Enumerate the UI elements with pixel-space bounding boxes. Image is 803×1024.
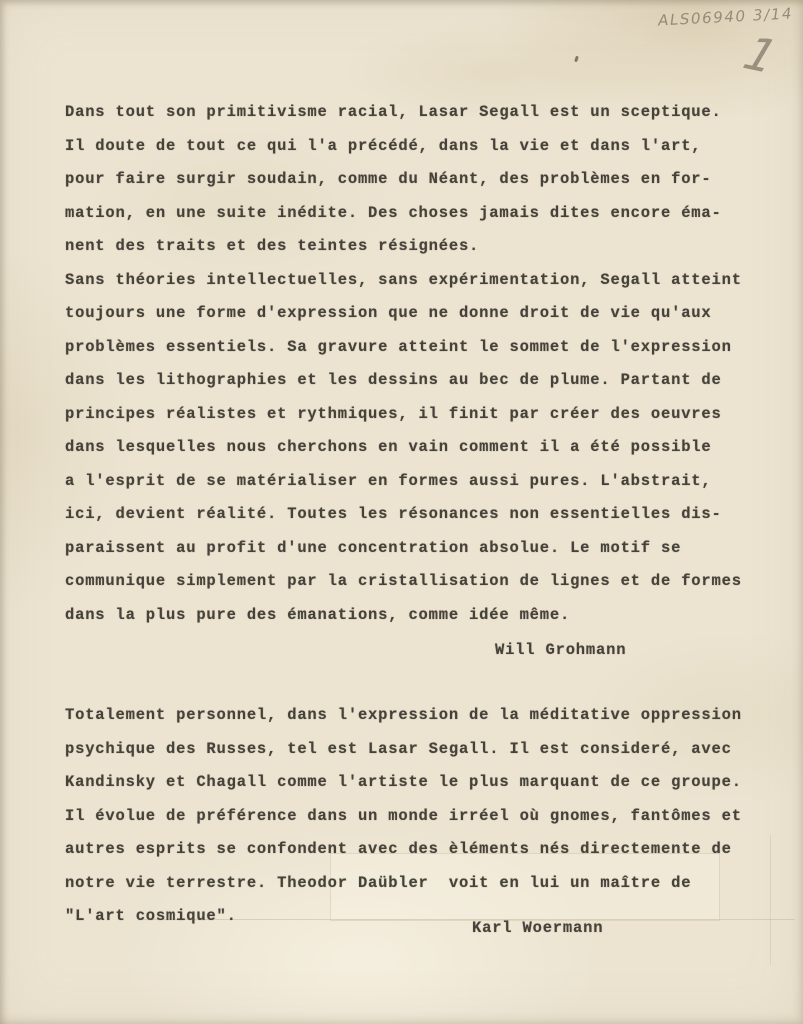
- text-line: toujours une forme d'expression que ne donne droit de vie qu'aux: [65, 304, 712, 322]
- text-line: communique simplement par la cristallisation de lignes et de formes: [65, 572, 742, 590]
- text-line: dans les lithographies et les dessins au bec de plume. Partant de: [65, 371, 722, 389]
- text-line: Dans tout son primitivisme racial, Lasar Segall est un sceptique.: [65, 103, 722, 121]
- text-line: Sans théories intellectuelles, sans expérimentation, Segall atteint: [65, 270, 742, 289]
- text-line: ici, devient réalité. Toutes les résonances non essentielles dis-: [65, 505, 722, 523]
- text-line: a l'esprit de se matérialiser en formes aussi pures. L'abstrait,: [65, 471, 712, 490]
- text-line: dans lesquelles nous cherchons en vain comment il a été possible: [65, 438, 712, 456]
- text-line: principes réalistes et rythmiques, il finit par créer des oeuvres: [65, 404, 722, 423]
- text-line: psychique des Russes, tel est Lasar Segall. Il est consideré, avec: [65, 739, 732, 758]
- text-line: mation, en une suite inédite. Des choses jamais dites encore éma-: [65, 203, 722, 222]
- text-line: Il doute de tout ce qui l'a précédé, dans la vie et dans l'art,: [65, 136, 702, 155]
- text-line: paraissent au profit d'une concentration absolue. Le motif se: [65, 538, 682, 557]
- page-number-annotation: 1: [736, 26, 785, 84]
- text-line: pour faire surgir soudain, comme du Néant, des problèmes en for-: [65, 170, 712, 188]
- text-line: notre vie terrestre. Theodor Daübler voit en lui un maître de: [65, 873, 692, 892]
- paragraph-block-1: [65, 96, 742, 632]
- archive-code-annotation: ALS06940 3/14: [657, 4, 794, 30]
- ink-speck: [574, 56, 579, 63]
- text-line: nent des traits et des teintes résignées.: [65, 237, 480, 255]
- text-line: autres esprits se confondent avec des èléments nés directemente de: [65, 840, 732, 858]
- text-line: Totalement personnel, dans l'expression de la méditative oppression: [65, 706, 742, 724]
- text-line: problèmes essentiels. Sa gravure atteint le sommet de l'expression: [65, 337, 732, 356]
- text-line: Il évolue de préférence dans un monde irréel où gnomes, fantômes et: [65, 806, 742, 825]
- paper-crease-vertical: [770, 835, 771, 965]
- signature-karl-woermann: Karl Woermann: [472, 919, 604, 937]
- text-line: Kandinsky et Chagall comme l'artiste le plus marquant de ce groupe.: [65, 773, 742, 791]
- signature-will-grohmann: Will Grohmann: [495, 641, 627, 659]
- text-line: "L'art cosmique".: [65, 907, 237, 925]
- paragraph-block-2: [65, 699, 742, 934]
- text-line: dans la plus pure des émanations, comme idée même.: [65, 605, 571, 624]
